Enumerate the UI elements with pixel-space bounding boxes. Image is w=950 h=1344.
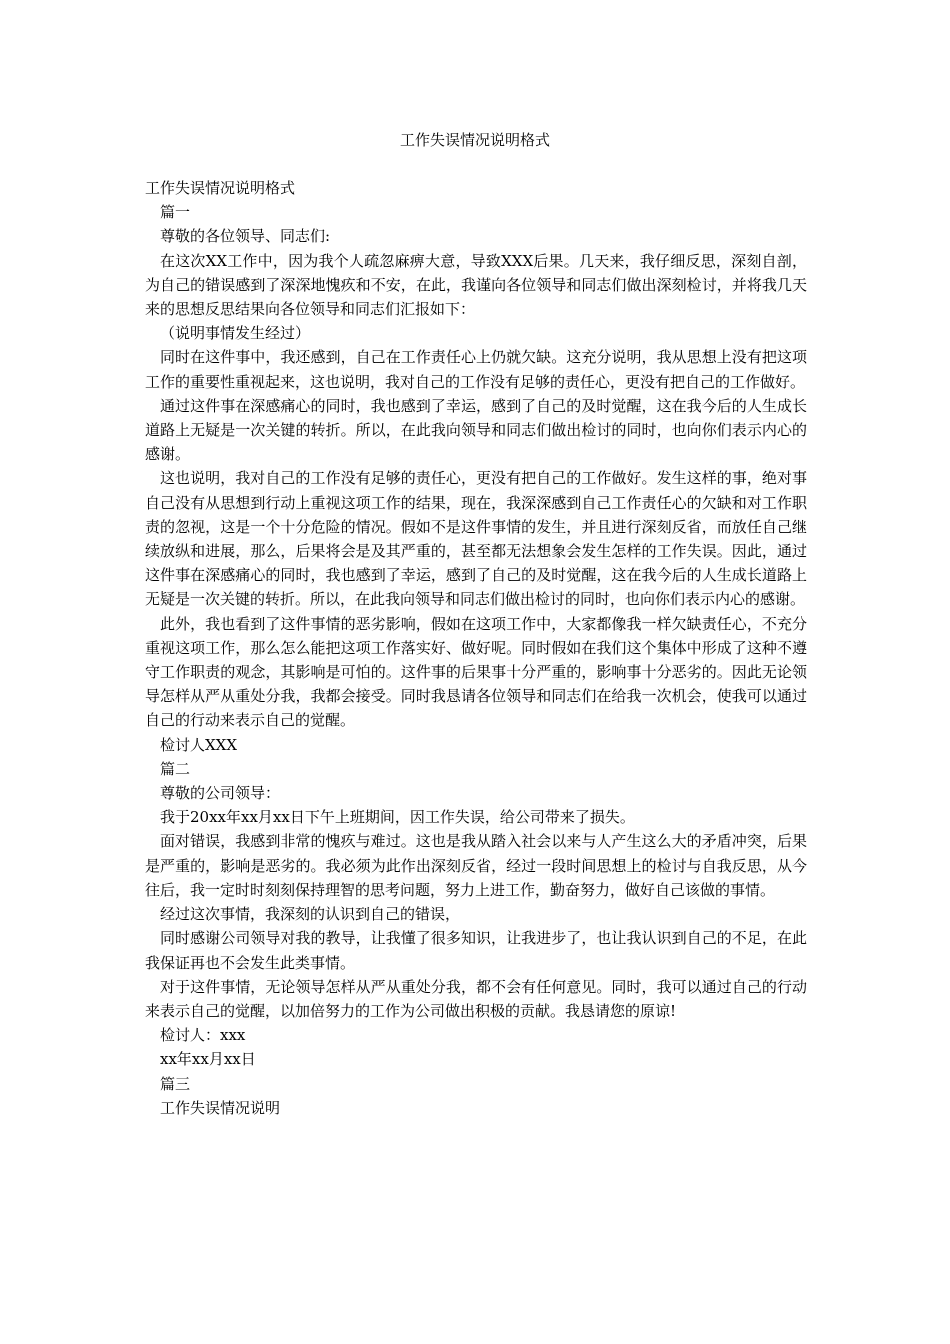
salutation: 尊敬的公司领导：: [160, 784, 281, 803]
section-label: 篇二: [160, 759, 191, 778]
salutation: 尊敬的各位领导、同志们:: [160, 227, 331, 246]
paragraph: 这也说明，我对自己的工作没有足够的责任心，更没有把自己的工作做好。发生这样的事，绝对事自己没有从思想到行动上重视这项工作的结果，现在，我深深感到自己工作责任心的欠缺和对工作职责的忽视，这是一个十分危险的情况。假如不是这件事情的发生，并且进行深刻反省，而放任自己继续放纵和进展，那么，后果将会是及其严重的，甚至都无法想象会发生怎样的工作失误。因此，通过这件事在深感痛心的同时，我也感到了幸运，感到了自己的及时觉醒，这在我今后的人生成长道路上无疑是一次关键的转折。所以，在此我向领导和同志们做出检讨的同时，也向你们表示内心的感谢。: [145, 469, 807, 609]
paragraph: 经过这次事情，我深刻的认识到自己的错误，: [160, 905, 461, 924]
paragraph-heading: 工作失误情况说明格式: [145, 179, 296, 197]
section-label: 篇一: [160, 203, 191, 222]
section-label: 篇三: [160, 1074, 191, 1093]
paragraph: 面对错误，我感到非常的愧疚与难过。这也是我从踏入社会以来与人产生这么大的矛盾冲突，后果是严重的，影响是恶劣的。我必须为此作出深刻反省，经过一段时间思想上的检讨与自我反思，从今往后，我一定时时刻刻保持理智的思考问题，努力上进工作，勤奋努力，做好自己该做的事情。: [145, 832, 807, 899]
date-line: xx年xx月xx日: [160, 1050, 256, 1069]
paragraph: 对于这件事情，无论领导怎样从严从重处分我，都不会有任何意见。同时，我可以通过自己的行动来表示自己的觉醒，以加倍努力的工作为公司做出积极的贡献。我恳请您的原谅!: [145, 977, 807, 1020]
paragraph: 工作失误情况说明: [160, 1098, 281, 1117]
paragraph: 通过这件事在深感痛心的同时，我也感到了幸运，感到了自己的及时觉醒，这在我今后的人生成长道路上无疑是一次关键的转折。所以，在此我向领导和同志们做出检讨的同时，也向你们表示内心的感谢。: [145, 396, 807, 464]
paragraph: （说明事情发生经过）: [160, 324, 311, 343]
document-body: [145, 176, 807, 1120]
signature: 检讨人：xxx: [160, 1026, 246, 1045]
document-title: 工作失误情况说明格式: [399, 131, 550, 149]
paragraph: 我于20xx年xx月xx日下午上班期间，因工作失误，给公司带来了损失。: [160, 808, 635, 827]
paragraph: 同时感谢公司领导对我的教导，让我懂了很多知识，让我进步了，也让我认识到自己的不足，在此我保证再也不会发生此类事情。: [145, 929, 807, 972]
paragraph: 此外，我也看到了这件事情的恶劣影响，假如在这项工作中，大家都像我一样欠缺责任心，不充分重视这项工作，那么怎么能把这项工作落实好、做好呢。同时假如在我们这个集体中形成了这种不遵守工作职责的观念，其影响是可怕的。这件事的后果事十分严重的，影响事十分恶劣的。因此无论领导怎样从严从重处分我，我都会接受。同时我恳请各位领导和同志们在给我一次机会，使我可以通过自己的行动来表示自己的觉醒。: [145, 614, 807, 730]
signature: 检讨人XXX: [160, 735, 238, 754]
paragraph: 在这次XX工作中，因为我个人疏忽麻痹大意，导致XXX后果。几天来，我仔细反思，深刻自剖，为自己的错误感到了深深地愧疚和不安，在此，我谨向各位领导和同志们做出深刻检讨，并将我几天来的思想反思结果向各位领导和同志们汇报如下：: [145, 251, 807, 319]
paragraph: 同时在这件事中，我还感到，自己在工作责任心上仍就欠缺。这充分说明，我从思想上没有把这项工作的重要性重视起来，这也说明，我对自己的工作没有足够的责任心，更没有把自己的工作做好。: [145, 348, 807, 391]
